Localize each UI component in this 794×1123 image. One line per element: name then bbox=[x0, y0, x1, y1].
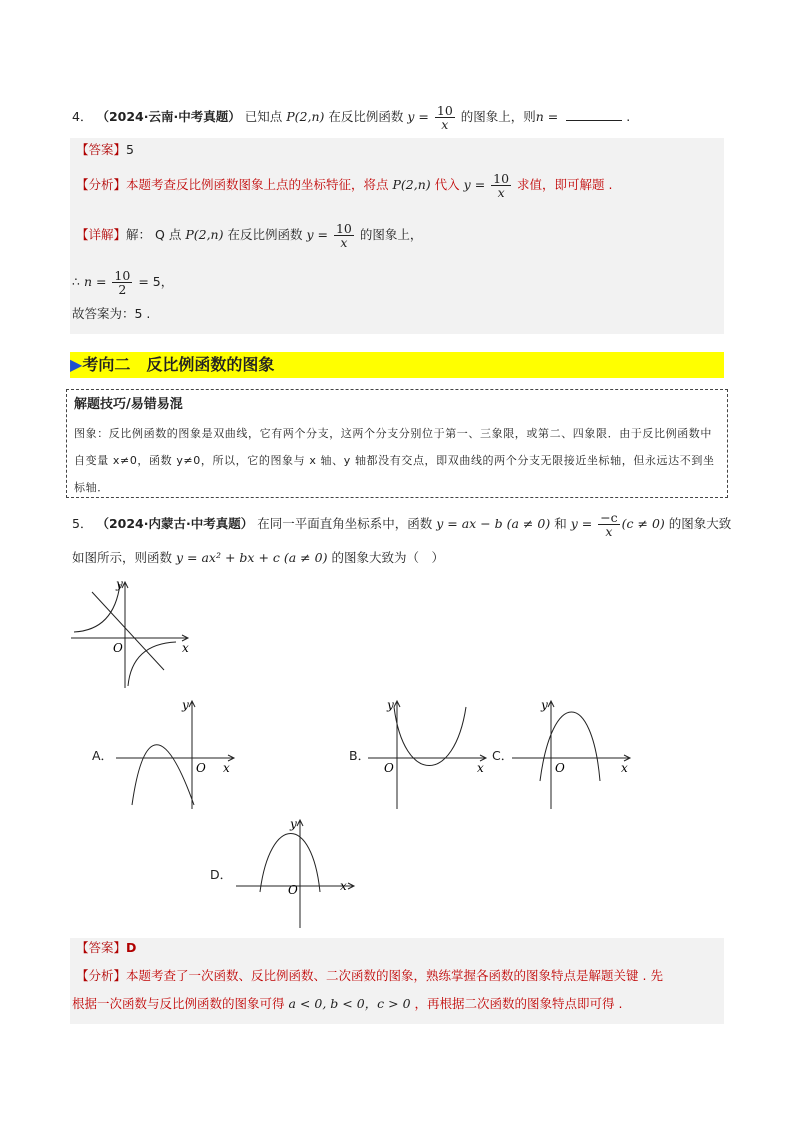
option-c-graph[interactable] bbox=[508, 695, 638, 813]
svg-text:O: O bbox=[196, 761, 206, 775]
q4-fraction: $\frac{10}{x}$ bbox=[436, 103, 453, 132]
section-heading: ▶考向二 反比例函数的图象 bbox=[70, 352, 724, 378]
tips-title: 解题技巧/易错易混 bbox=[74, 397, 183, 412]
q4-number: 4 bbox=[72, 109, 80, 124]
q5-line-1: 5． （2024·内蒙古·中考真题） 在同一平面直角坐标系中，函数 y = ax − b (a ≠ 0) 和 y = $\frac{-c}{x}$ (c ≠ 0) 的图象大致 bbox=[72, 510, 732, 539]
svg-text:x: x bbox=[340, 879, 347, 893]
svg-text:x: x bbox=[223, 761, 230, 775]
q4-line: 4． （2024·云南·中考真题） 已知点 P(2,n) 在反比例函数 y = $\frac{10}{x}$ 的图象上，则n = . bbox=[72, 103, 631, 132]
option-a-graph[interactable] bbox=[112, 695, 242, 813]
q5-line-2: 如图所示，则函数 y = ax² + bx + c (a ≠ 0) 的图象大致为（ ） bbox=[72, 550, 444, 565]
svg-text:O: O bbox=[113, 641, 123, 655]
q5-answer-value: D bbox=[126, 940, 137, 955]
q4-answer-box: 【答案】5 【分析】本题考查反比例函数图象上点的坐标特征，将点 P(2,n) 代入 y = $\frac{10}{x}$ 求值，即可解题 . 【详解】解： Q 点 P(2,n) 在反比例函数 y = $\frac{10}{x}$ 的图象上， ∴ n = $\frac{10}{2}$ = 5， 故答案为：5 . bbox=[70, 138, 724, 334]
svg-text:y: y bbox=[387, 698, 394, 712]
q4-source: （2024·云南·中考真题） bbox=[96, 109, 241, 124]
svg-text:O: O bbox=[384, 761, 394, 775]
option-c-label[interactable]: C． bbox=[492, 748, 514, 763]
answer-blank bbox=[566, 108, 622, 121]
option-a-label[interactable]: A． bbox=[92, 748, 114, 763]
option-d-graph[interactable] bbox=[232, 814, 362, 932]
final-answer: 故答案为：5 . bbox=[72, 306, 151, 321]
svg-text:y: y bbox=[182, 698, 189, 712]
svg-text:x: x bbox=[477, 761, 484, 775]
answer-label: 【答案】 bbox=[76, 142, 127, 157]
svg-text:x: x bbox=[621, 761, 628, 775]
svg-text:y: y bbox=[116, 577, 123, 591]
svg-text:O: O bbox=[288, 883, 298, 897]
reference-graph bbox=[66, 574, 196, 692]
svg-text:y: y bbox=[290, 817, 297, 831]
tips-body: 图象：反比例函数的图象是双曲线，它有两个分支，这两个分支分别位于第一、三象限，或第二、四象限．由于反比例函数中自变量 x≠0，函数 y≠0，所以，它的图象与 x 轴、y 轴都没有交点，即双曲线的两个分支无限接近坐标轴，但永远达不到坐标轴． bbox=[74, 427, 715, 494]
option-b-label[interactable]: B． bbox=[349, 748, 371, 763]
q4-point: P(2,n) bbox=[286, 109, 325, 124]
svg-text:O: O bbox=[555, 761, 565, 775]
option-b-graph[interactable] bbox=[364, 695, 494, 813]
svg-text:y: y bbox=[541, 698, 548, 712]
option-d-label[interactable]: D． bbox=[210, 867, 233, 882]
svg-text:x: x bbox=[182, 641, 189, 655]
tips-box bbox=[66, 389, 728, 498]
q5-answer-box: 【答案】D 【分析】本题考查了一次函数、反比例函数、二次函数的图象，熟练掌握各函数的图象特点是解题关键 . 先 根据一次函数与反比例函数的图象可得 a < 0, b < 0，c > 0 ，再根据二次函数的图象特点即可得 . bbox=[70, 938, 724, 1024]
answer-value: 5 bbox=[126, 142, 134, 157]
